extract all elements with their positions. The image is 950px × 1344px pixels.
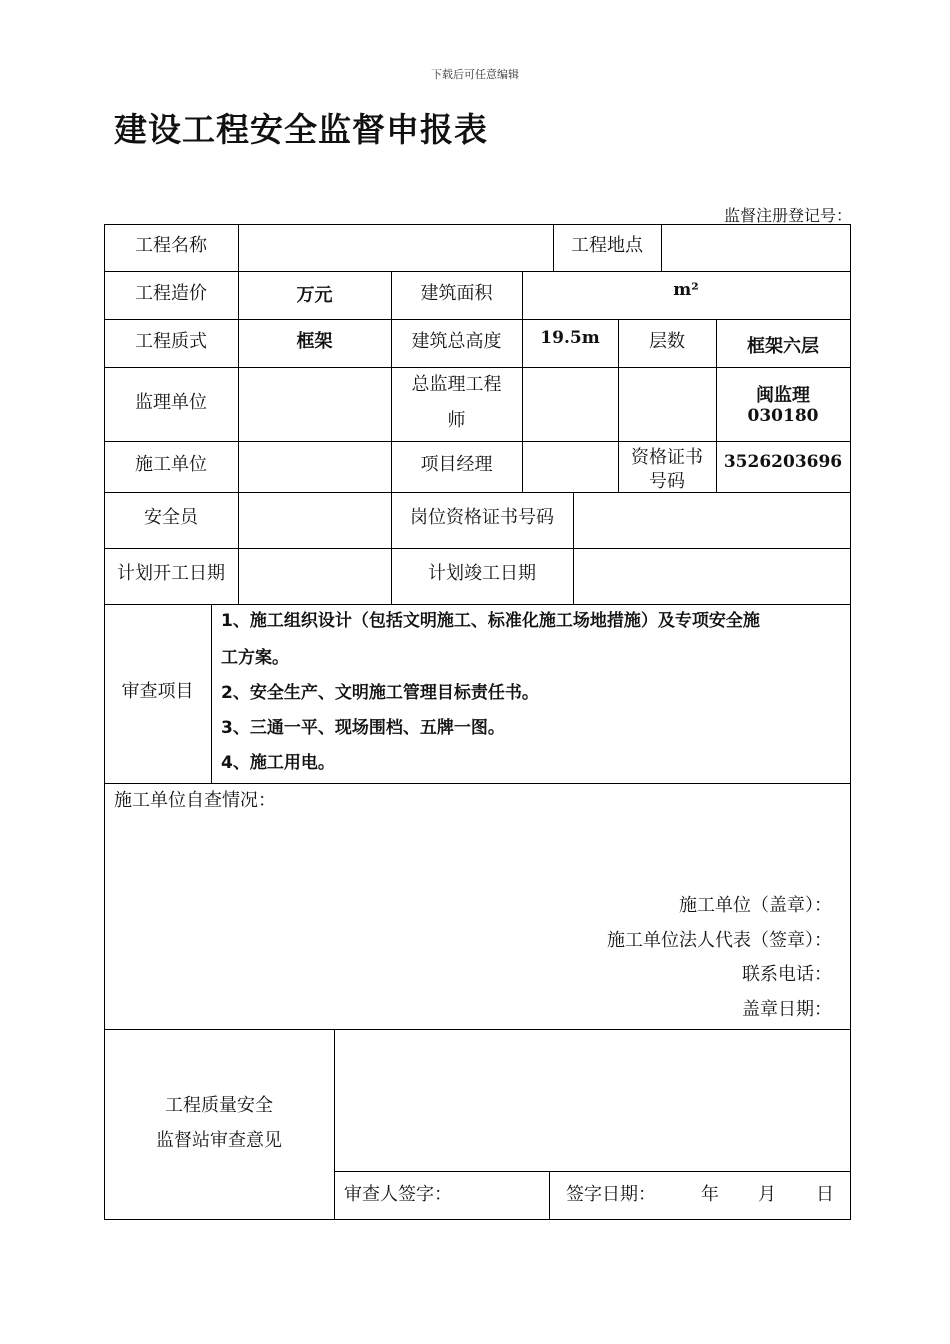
supervisor-cert-number[interactable]: 030180 <box>747 406 819 426</box>
review-item: 工方案。 <box>221 648 289 668</box>
grid-line <box>391 271 392 604</box>
qualification-label-cont: 号码 <box>649 471 685 492</box>
grid-line <box>573 492 574 604</box>
project-name-label: 工程名称 <box>135 235 207 256</box>
grid-line <box>104 319 851 320</box>
grid-line <box>211 604 212 783</box>
project-location-field[interactable] <box>662 224 850 271</box>
qualification-number[interactable]: 3526203696 <box>723 452 843 472</box>
grid-line <box>104 604 851 605</box>
chief-supervisor-label: 总监理工程 <box>411 374 502 395</box>
building-area-label: 建筑面积 <box>420 283 493 304</box>
seal-date-label: 盖章日期： <box>742 999 832 1020</box>
building-area-unit[interactable]: m² <box>673 280 699 300</box>
signature-month-label: 月 <box>758 1184 776 1205</box>
floors-label: 层数 <box>649 331 685 352</box>
grid-line <box>104 271 851 272</box>
grid-line <box>238 271 239 604</box>
signature-date-label: 签字日期： <box>566 1184 656 1205</box>
qualification-label: 资格证书 <box>631 447 703 468</box>
signature-year-label: 年 <box>701 1184 719 1205</box>
self-check-label: 施工单位自查情况： <box>114 790 276 811</box>
grid-line <box>104 548 851 549</box>
safety-officer-label: 安全员 <box>144 507 198 528</box>
supervisor-cert-prefix[interactable]: 闽监理 <box>756 385 810 406</box>
project-location-label: 工程地点 <box>571 235 643 256</box>
grid-line <box>104 367 851 368</box>
planned-start-date-label: 计划开工日期 <box>117 563 225 584</box>
grid-line <box>104 783 851 784</box>
grid-line <box>104 441 851 442</box>
project-name-field[interactable] <box>239 224 552 271</box>
reviewer-signature-label: 审查人签字： <box>344 1184 452 1205</box>
review-item: 1、施工组织设计（包括文明施工、标准化施工场地措施）及专项安全施 <box>221 611 760 631</box>
registration-number-label: 监督注册登记号： <box>723 206 852 225</box>
post-certificate-label: 岗位资格证书号码 <box>410 507 554 528</box>
grid-line <box>104 1219 851 1220</box>
total-height-value[interactable]: 19.5m <box>540 328 600 348</box>
station-opinion-field[interactable] <box>335 1030 850 1170</box>
grid-line <box>334 1171 851 1172</box>
construction-unit-seal: 施工单位（盖章）： <box>679 895 832 916</box>
grid-line <box>104 224 105 1219</box>
project-manager-label: 项目经理 <box>420 454 493 475</box>
structure-type-label: 工程质式 <box>135 331 207 352</box>
review-items-label: 审查项目 <box>121 681 194 702</box>
grid-line <box>104 492 851 493</box>
grid-line <box>522 271 523 492</box>
project-cost-unit[interactable]: 万元 <box>296 285 333 306</box>
review-item: 2、安全生产、文明施工管理目标责任书。 <box>221 683 539 703</box>
review-item: 4、施工用电。 <box>221 753 335 773</box>
supervision-unit-label: 监理单位 <box>135 392 207 413</box>
total-height-label: 建筑总高度 <box>411 331 502 352</box>
project-cost-label: 工程造价 <box>135 283 207 304</box>
floors-value[interactable]: 框架六层 <box>747 336 819 357</box>
header-note: 下载后可任意编辑 <box>431 68 519 81</box>
chief-supervisor-label-cont: 师 <box>447 410 466 431</box>
legal-representative-signature: 施工单位法人代表（签章）： <box>607 930 832 951</box>
contact-phone-label: 联系电话： <box>742 964 832 985</box>
station-opinion-label: 工程质量安全 <box>165 1095 273 1116</box>
review-item: 3、三通一平、现场围档、五牌一图。 <box>221 718 505 738</box>
station-opinion-label-cont: 监督站审查意见 <box>156 1130 282 1151</box>
construction-unit-label: 施工单位 <box>135 454 207 475</box>
planned-completion-date-label: 计划竣工日期 <box>428 563 536 584</box>
grid-line <box>549 1171 550 1219</box>
grid-line <box>850 224 851 1219</box>
signature-day-label: 日 <box>816 1184 834 1205</box>
page-title: 建设工程安全监督申报表 <box>114 110 488 149</box>
structure-type-value[interactable]: 框架 <box>296 331 333 352</box>
